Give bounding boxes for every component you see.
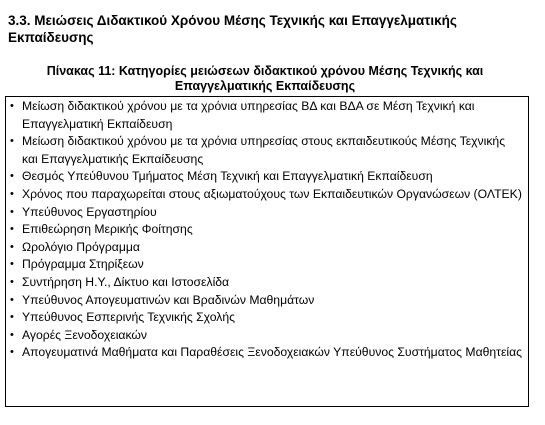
list-item: [10, 344, 524, 362]
bullet-icon: •: [10, 275, 14, 288]
bullet-icon: •: [10, 135, 14, 148]
list-item-text: Μείωση διδακτικού χρόνου με τα χρόνια υπηρεσίας ΒΔ και ΒΔΑ σε Μέση Τεχνική και Επαγγελματική Εκπαίδευση: [22, 99, 475, 131]
bullet-icon: •: [10, 311, 14, 324]
list-item-text: Θεσμός Υπεύθυνου Τμήματος Μέση Τεχνική και Επαγγελματική Εκπαίδευση: [22, 169, 433, 184]
list-item-text: Συντήρηση Η.Υ., Δίκτυο και Ιστοσελίδα: [22, 274, 230, 289]
bullet-icon: •: [10, 328, 14, 341]
list-item: [10, 274, 524, 292]
bullet-icon: •: [10, 100, 14, 112]
section-heading: 3.3. Μειώσεις Διδακτικού Χρόνου Μέσης Τεχνικής και Επαγγελματικής Εκπαίδευσης: [8, 13, 457, 45]
bullet-icon: •: [10, 346, 14, 359]
list-item-text: Υπεύθυνος Εσπερινής Τεχνικής Σχολής: [22, 310, 236, 325]
list-item: [10, 186, 524, 204]
list-item: [10, 98, 524, 133]
reduction-categories-list: [10, 98, 524, 362]
list-item: [10, 239, 524, 257]
list-item-text: Χρόνος που παραχωρείται στους αξιωματούχους των Εκπαιδευτικών Οργανώσεων (ΟΛΤΕΚ): [22, 186, 522, 201]
reduction-categories-box: [5, 96, 529, 407]
bullet-icon: •: [10, 170, 14, 183]
list-item: [10, 221, 524, 239]
list-item-text: Πρόγραμμα Στηρίξεων: [22, 257, 144, 272]
list-item: [10, 256, 524, 274]
list-item: [10, 133, 524, 168]
table-caption: Πίνακας 11: Κατηγορίες μειώσεων διδακτικού χρόνου Μέσης Τεχνικής και Επαγγελματικής Εκπαίδευσης: [46, 64, 484, 93]
bullet-icon: •: [10, 258, 14, 271]
bullet-icon: •: [10, 293, 14, 306]
list-item-text: Επιθεώρηση Μερικής Φοίτησης: [22, 222, 193, 237]
list-item-text: Μείωση διδακτικού χρόνου με τα χρόνια υπηρεσίας στους εκπαιδευτικούς Μέσης Τεχνικής και Επαγγελματικής Εκπαίδευσης: [22, 134, 506, 166]
list-item-text: Απογευματινά Μαθήματα και Παραθέσεις Ξενοδοχειακών Υπεύθυνος Συστήματος Μαθητείας: [22, 345, 523, 360]
list-item-text: Ωρολόγιο Πρόγραμμα: [22, 239, 140, 254]
list-item: [10, 309, 524, 327]
list-item-text: Υπεύθυνος Απογευματινών και Βραδινών Μαθημάτων: [22, 292, 315, 307]
list-item: [10, 168, 524, 186]
list-item: [10, 292, 524, 310]
bullet-icon: •: [10, 240, 14, 253]
list-item-text: Αγορές Ξενοδοχειακών: [22, 327, 148, 342]
bullet-icon: •: [10, 187, 14, 200]
list-item: [10, 327, 524, 345]
bullet-icon: •: [10, 205, 14, 218]
list-item-text: Υπεύθυνος Εργαστηρίου: [22, 204, 157, 219]
list-item: [10, 204, 524, 222]
bullet-icon: •: [10, 223, 14, 236]
